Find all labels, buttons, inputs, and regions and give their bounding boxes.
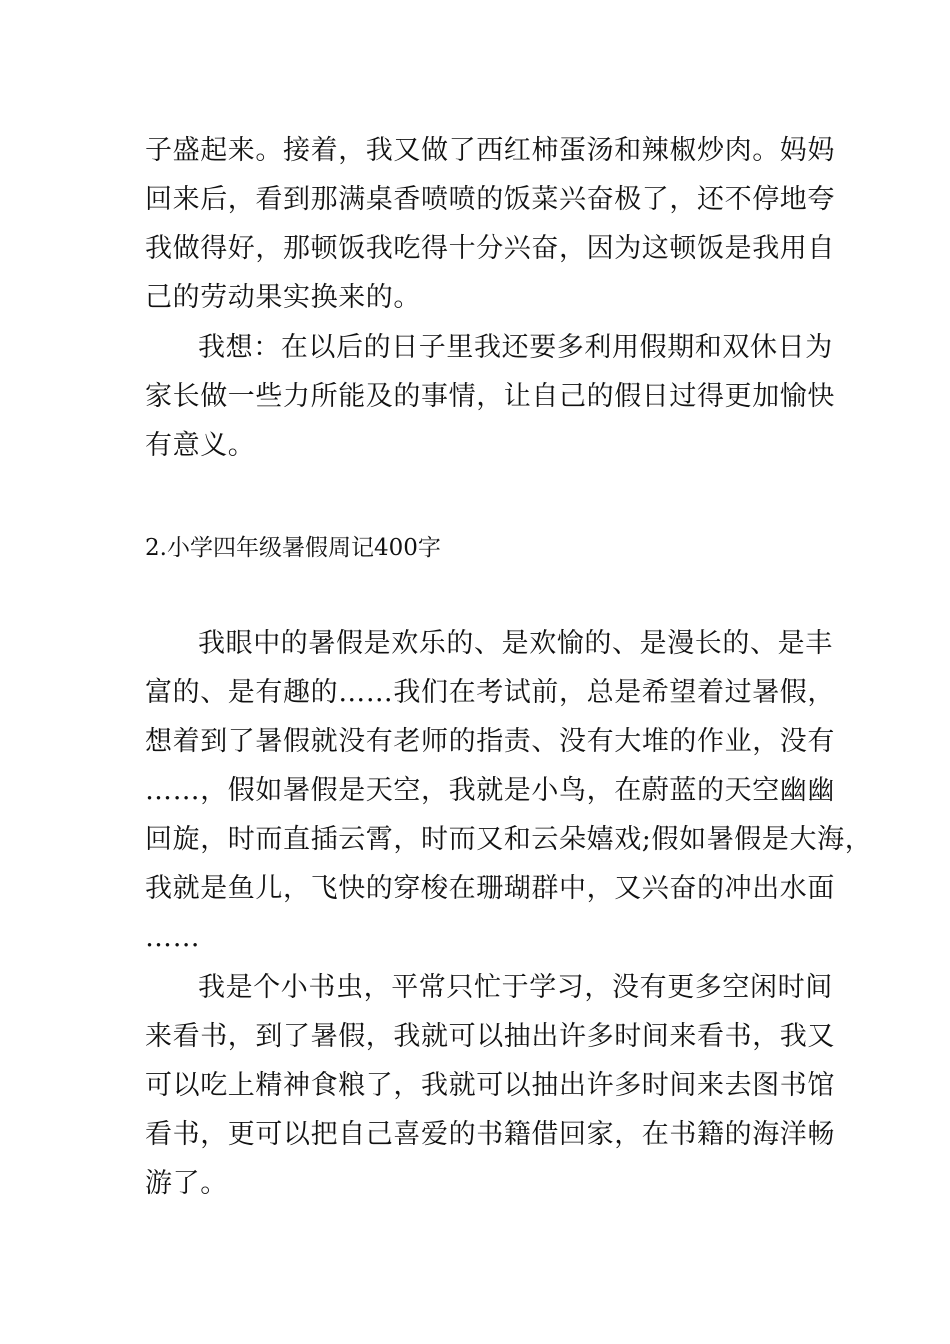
paragraph-line: 可以吃上精神食粮了，我就可以抽出许多时间来去图书馆 <box>145 1070 835 1101</box>
paragraph-line: 看书，更可以把自己喜爱的书籍借回家，在书籍的海洋畅 <box>145 1119 835 1150</box>
paragraph-line: 富的、是有趣的……我们在考试前，总是希望着过暑假， <box>145 677 835 708</box>
paragraph-line: ……，假如暑假是天空，我就是小鸟，在蔚蓝的天空幽幽 <box>145 775 835 806</box>
paragraph-line: 回来后，看到那满桌香喷喷的饭菜兴奋极了，还不停地夸 <box>145 184 835 215</box>
paragraph-line: 家长做一些力所能及的事情，让自己的假日过得更加愉快 <box>145 381 835 412</box>
paragraph-line: 游了。 <box>145 1168 228 1199</box>
paragraph-line: 子盛起来。接着，我又做了西红柿蛋汤和辣椒炒肉。妈妈 <box>145 135 835 166</box>
paragraph-line: 我做得好，那顿饭我吃得十分兴奋，因为这顿饭是我用自 <box>145 233 835 264</box>
paragraph-line: 来看书，到了暑假，我就可以抽出许多时间来看书，我又 <box>145 1021 835 1052</box>
paragraph-line: 我是个小书虫，平常只忙于学习，没有更多空闲时间 <box>198 972 833 1003</box>
paragraph-line: 己的劳动果实换来的。 <box>145 282 421 313</box>
paragraph-line: 回旋，时而直插云霄，时而又和云朵嬉戏;假如暑假是大海， <box>145 824 873 855</box>
paragraph-line: 我想：在以后的日子里我还要多利用假期和双休日为 <box>198 332 833 363</box>
paragraph-line: 想着到了暑假就没有老师的指责、没有大堆的作业，没有 <box>145 726 835 757</box>
paragraph-line: …… <box>145 922 201 953</box>
paragraph-line: 有意义。 <box>145 430 256 461</box>
paragraph-line: 我眼中的暑假是欢乐的、是欢愉的、是漫长的、是丰 <box>198 628 833 659</box>
paragraph-line: 我就是鱼儿，飞快的穿梭在珊瑚群中，又兴奋的冲出水面 <box>145 873 835 904</box>
section-heading: 2.小学四年级暑假周记400字 <box>145 535 441 561</box>
